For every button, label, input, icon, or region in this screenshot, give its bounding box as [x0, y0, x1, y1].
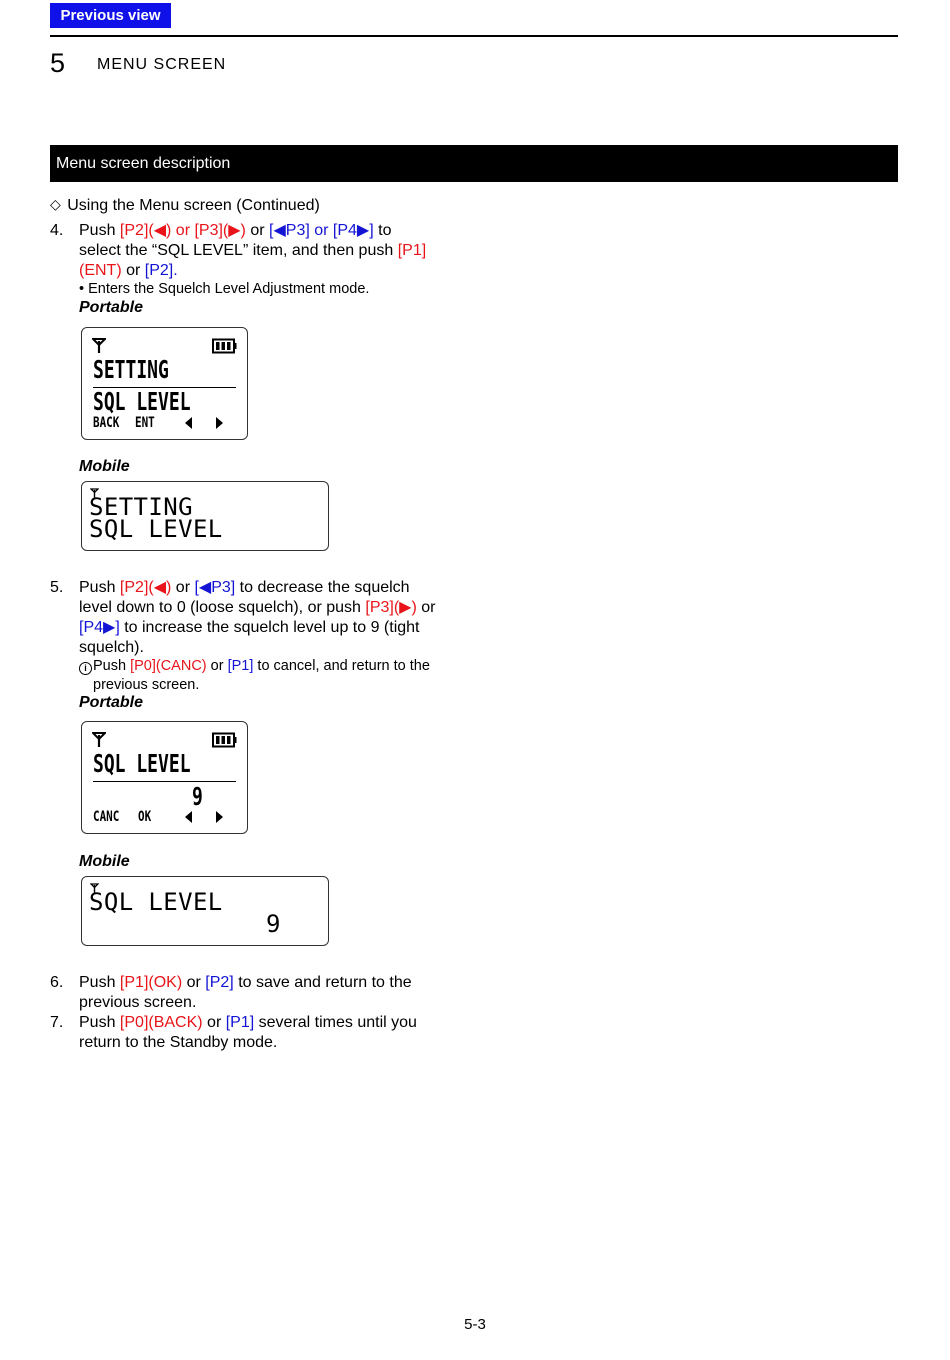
softkey-ent-label: ENT	[135, 415, 155, 431]
text-run: return to the Standby mode.	[79, 1034, 278, 1051]
step4-line	[79, 221, 391, 241]
softkey-ok-label: OK	[138, 809, 152, 825]
mobile-label: Mobile	[79, 458, 130, 475]
step5-info-note-cont: previous screen.	[93, 677, 200, 693]
step5-info-note	[79, 657, 430, 676]
mobile-lcd-setting	[81, 481, 329, 551]
text-run: to save and return to the	[233, 974, 412, 991]
key-ref-red: [P1](OK)	[119, 974, 183, 991]
text-run: Push	[79, 974, 120, 991]
mobile-label: Mobile	[79, 853, 130, 870]
chapter-title: MENU SCREEN	[97, 56, 227, 73]
text-run: to decrease the squelch	[235, 579, 410, 596]
text-run: squelch).	[79, 639, 144, 656]
key-ref-blue: [P2]	[205, 974, 234, 991]
page-number: 5-3	[464, 1316, 486, 1333]
portable-lcd-setting	[81, 327, 248, 440]
mobile-lcd-sql-level	[81, 876, 329, 946]
step5-line	[79, 638, 144, 658]
key-ref-red: [P0](CANC)	[130, 658, 207, 674]
info-note-text	[93, 658, 430, 674]
step4-line	[79, 261, 178, 281]
diamond-icon: ◇	[50, 196, 61, 212]
battery-icon	[212, 732, 237, 748]
squelch-value: 9	[192, 782, 203, 811]
previous-view-button[interactable]: Previous view	[50, 3, 171, 28]
key-ref-blue: [P1]	[225, 1014, 255, 1031]
step7-line	[79, 1013, 417, 1033]
text-run: to cancel, and return to the	[253, 658, 430, 674]
text-run: previous screen.	[79, 994, 197, 1011]
lcd-line-2: SQL LEVEL	[93, 387, 191, 416]
text-run: to increase the squelch level up to 9 (tight	[119, 619, 420, 636]
key-ref-red: (ENT)	[79, 262, 122, 279]
step4-note: • Enters the Squelch Level Adjustment mode.	[79, 281, 370, 297]
text-run: or	[171, 579, 195, 596]
key-ref-red: [P0](BACK)	[119, 1014, 203, 1031]
softkey-back-label: BACK	[93, 415, 120, 431]
text-run: or	[416, 599, 436, 616]
section-header	[50, 145, 898, 182]
portable-label: Portable	[79, 299, 144, 316]
step5-line	[79, 598, 435, 618]
step6-line	[79, 993, 196, 1013]
lcd-line-1: SQL LEVEL	[89, 888, 223, 916]
antenna-icon	[92, 732, 106, 748]
key-ref-red: [P2](◀)	[119, 579, 172, 596]
key-ref-red: [P1]	[397, 242, 427, 259]
text-run: or	[202, 1014, 226, 1031]
text-run: several times until you	[254, 1014, 417, 1031]
chapter-number: 5	[50, 48, 66, 78]
lcd-line-1: SQL LEVEL	[93, 749, 191, 778]
lcd-line-1: SETTING	[93, 355, 169, 384]
left-arrow-icon	[185, 417, 192, 429]
key-ref-blue: [P1]	[227, 658, 254, 674]
lcd-line-1: SETTING	[89, 493, 193, 521]
antenna-icon	[92, 338, 106, 354]
left-arrow-icon	[185, 811, 192, 823]
subsection-title: Using the Menu screen (Continued)	[67, 197, 320, 214]
lcd-separator	[93, 781, 236, 782]
text-run: or	[121, 262, 145, 279]
step6-line	[79, 973, 412, 993]
step-number: 6.	[50, 974, 64, 991]
text-run: or	[182, 974, 206, 991]
key-ref-red: [P3](▶)	[365, 599, 417, 616]
text-run: Push	[79, 222, 120, 239]
battery-icon	[212, 338, 237, 354]
text-run: level down to 0 (loose squelch), or push	[79, 599, 366, 616]
subsection-heading	[50, 195, 320, 216]
squelch-value: 9	[266, 910, 281, 938]
key-ref-blue: [◀P3] or [P4▶]	[269, 222, 374, 239]
lcd-line-2: SQL LEVEL	[89, 515, 223, 543]
section-title: Menu screen description	[56, 154, 231, 172]
portable-label: Portable	[79, 694, 144, 711]
step7-line	[79, 1033, 277, 1053]
step4-line	[79, 241, 426, 261]
key-ref-blue: [◀P3]	[194, 579, 236, 596]
softkey-canc-label: CANC	[93, 809, 120, 825]
right-arrow-icon	[216, 811, 223, 823]
text-run: to	[373, 222, 392, 239]
step5-line	[79, 618, 420, 638]
key-ref-blue: [P4▶]	[79, 619, 120, 636]
text-run: or	[206, 658, 228, 674]
portable-lcd-sql-level	[81, 721, 248, 834]
step5-line	[79, 578, 410, 598]
text-run: Push	[93, 658, 131, 674]
key-ref-blue: [P2].	[144, 262, 178, 279]
text-run: Push	[79, 579, 120, 596]
key-ref-red: [P2](◀) or [P3](▶)	[119, 222, 246, 239]
header-rule	[50, 35, 898, 37]
info-icon: i	[79, 662, 92, 675]
text-run: select the “SQL LEVEL” item, and then push	[79, 242, 398, 259]
step-number: 4.	[50, 222, 64, 239]
step-number: 5.	[50, 579, 64, 596]
text-run: or	[245, 222, 270, 239]
step-number: 7.	[50, 1014, 64, 1031]
text-run: Push	[79, 1014, 120, 1031]
right-arrow-icon	[216, 417, 223, 429]
